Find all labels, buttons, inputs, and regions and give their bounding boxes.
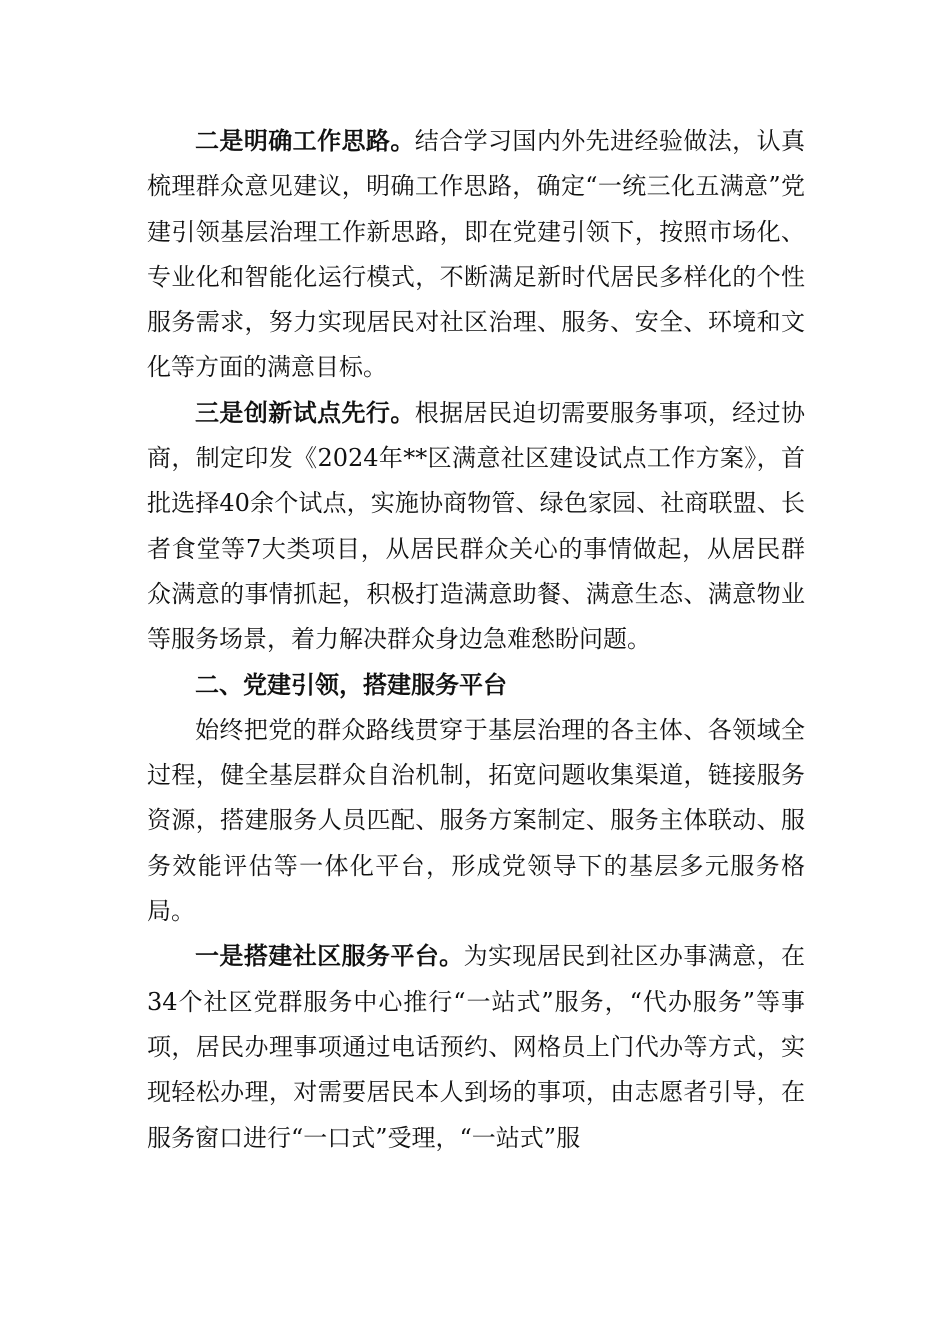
paragraph-lead: 三是创新试点先行。	[195, 398, 415, 427]
paragraph-text: 始终把党的群众路线贯穿于基层治理的各主体、各领域全过程，健全基层群众自治机制，拓宽问题收集渠道，链接服务资源，搭建服务人员匹配、服务方案制定、服务主体联动、服务效能评估等一体化平台，形成党领导下的基层多元服务格局。	[147, 715, 805, 926]
section-heading: 二、党建引领，搭建服务平台	[195, 670, 507, 699]
paragraph-text: 结合学习国内外先进经验做法，认真梳理群众意见建议，明确工作思路，确定“一统三化五满意”党建引领基层治理工作新思路，即在党建引领下，按照市场化、专业化和智能化运行模式，不断满足新时代居民多样化的个性服务需求，努力实现居民对社区治理、服务、安全、环境和文化等方面的满意目标。	[147, 127, 805, 382]
paragraph-pilot-first	[147, 391, 805, 663]
paragraph-lead: 二是明确工作思路。	[195, 127, 415, 155]
paragraph-mass-line	[147, 708, 805, 934]
document-body	[147, 119, 805, 1161]
paragraph-community-platform	[147, 934, 805, 1160]
paragraph-text: 为实现居民到社区办事满意，在34个社区党群服务中心推行“一站式”服务，“代办服务”等事项，居民办理事项通过电话预约、网格员上门代办等方式，实现轻松办理，对需要居民本人到场的事项，由志愿者引导，在服务窗口进行“一口式”受理，“一站式”服	[147, 942, 806, 1152]
paragraph-lead: 一是搭建社区服务平台。	[195, 942, 464, 971]
paragraph-work-approach	[147, 119, 805, 391]
paragraph-text: 根据居民迫切需要服务事项，经过协商，制定印发《2024年**区满意社区建设试点工作方案》，首批选择40余个试点，实施协商物管、绿色家园、社商联盟、长者食堂等7大类项目，从居民群众关心的事情做起，从居民群众满意的事情抓起，积极打造满意助餐、满意生态、满意物业等服务场景，着力解决群众身边急难愁盼问题。	[147, 398, 805, 654]
